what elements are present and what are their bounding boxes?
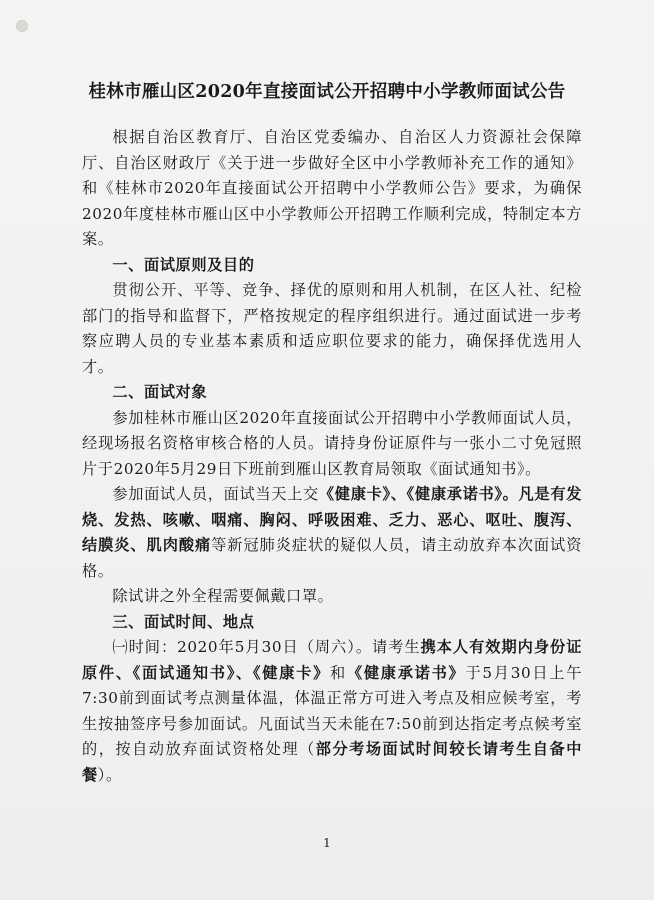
section-2-paragraph-1: 参加桂林市雁山区2020年直接面试公开招聘中小学教师面试人员，经现场报名资格审核合格的人员。请持身份证原件与一张小二寸免冠照片于2020年5月29日下班前到雁山区教育局领取《面试通知书》。 bbox=[82, 408, 582, 478]
section-2-paragraph-3: 除试讲之外全程需要佩戴口罩。 bbox=[112, 587, 334, 605]
binding-hole-mark bbox=[16, 20, 28, 32]
section-1-paragraph: 贯彻公开、平等、竞争、择优的原则和用人机制，在区人社、纪检部门的指导和监督下，严格按规定的程序组织进行。通过面试进一步考察应聘人员的专业基本素质和适应职位要求的能力，确保择优选用人才。 bbox=[82, 281, 582, 376]
intro-paragraph: 根据自治区教育厅、自治区党委编办、自治区人力资源社会保障厅、自治区财政厅《关于进一步做好全区中小学教师补充工作的通知》和《桂林市2020年直接面试公开招聘中小学教师公告》要求，为确保2020年度桂林市雁山区中小学教师公开招聘工作顺利完成，特制定本方案。 bbox=[82, 128, 582, 248]
lunch-note-bold: 部分考场面试时间较长请考生自备中餐 bbox=[82, 740, 582, 784]
documents-bold: 携本人有效期内身份证原件、《面试通知书》、《健康卡》 bbox=[82, 638, 582, 682]
closing-paren-text: ）。 bbox=[97, 765, 122, 784]
time-text: ㈠时间：2020年5月30日（周六）。请考生 bbox=[112, 638, 421, 656]
section-3-heading: 三、面试时间、地点 bbox=[112, 612, 255, 631]
health-promise-bold: 《健康承诺书》 bbox=[346, 663, 466, 682]
arrival-text: 于5月30日上午7:30前到面试考点测量体温，体温正常方可进入考点及相应候考室，考生按抽签序号参加面试。凡面试当天未能在7:50前到达指定考点候考室的，按自动放弃面试资格处理（ bbox=[82, 663, 582, 758]
page-number: 1 bbox=[323, 836, 331, 850]
and-text: 和 bbox=[330, 663, 347, 682]
health-intro-text: 参加面试人员，面试当天上交 bbox=[112, 485, 319, 503]
document-title: 桂林市雁山区2020年直接面试公开招聘中小学教师面试公告 bbox=[88, 82, 566, 102]
section-3-paragraph-1 bbox=[82, 635, 582, 788]
health-requirements-bold: 《健康卡》、《健康承诺书》。凡是有发烧、发热、咳嗽、咽痛、胸闷、呼吸困难、乏力、恶心、呕吐、腹泻、结膜炎、肌肉酸痛 bbox=[82, 485, 582, 554]
section-1-heading: 一、面试原则及目的 bbox=[112, 255, 255, 274]
section-2-heading: 二、面试对象 bbox=[112, 383, 208, 401]
document-body bbox=[82, 125, 582, 788]
health-outro-text: 等新冠肺炎症状的疑似人员，请主动放弃本次面试资格。 bbox=[82, 536, 582, 580]
section-2-paragraph-2 bbox=[82, 482, 582, 584]
